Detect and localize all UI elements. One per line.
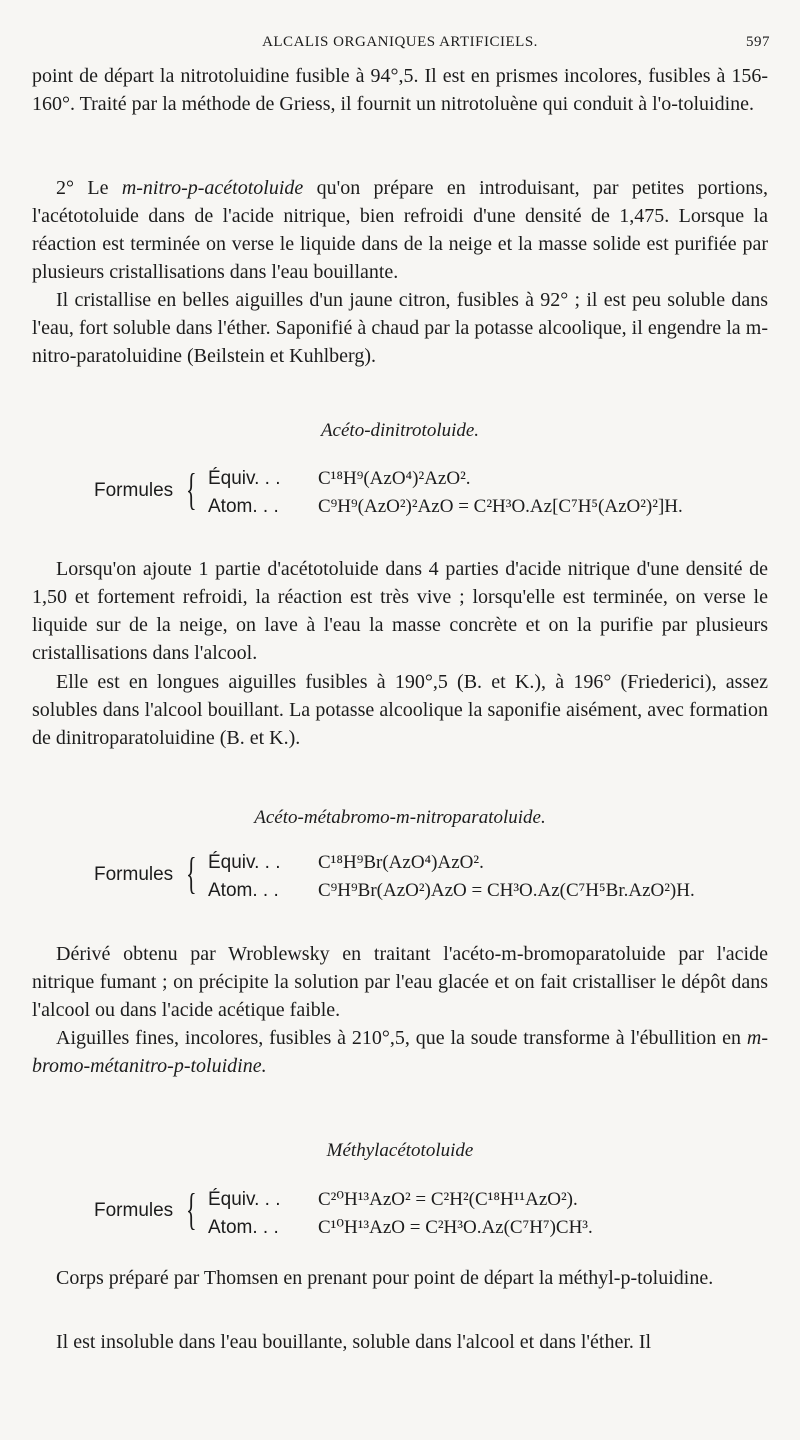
atom-formula: C¹⁰H¹³AzO = C²H³O.Az(C⁷H⁷)CH³.	[318, 1217, 593, 1238]
atom-row	[208, 496, 683, 518]
paragraph-3	[32, 286, 768, 370]
section-title-2: Acéto-métabromo-m-nitroparatoluide.	[254, 807, 546, 828]
running-title: ALCALIS ORGANIQUES ARTIFICIELS.	[262, 34, 538, 50]
atom-formula: C⁹H⁹Br(AzO²)AzO = CH³O.Az(C⁷H⁵Br.AzO²)H.	[318, 880, 695, 901]
paragraph-2-rest: qu'on prépare en introduisant, par petites portions, l'acétotoluide dans de l'acide nitrique, bien refroidi d'une densité de 1,475. Lorsque la réaction est terminée on verse le liquide dans de la neige et la masse solide est purifiée par plusieurs cristallisations dans l'eau bouillante.	[32, 177, 769, 283]
equiv-label: Équiv. . .	[208, 468, 281, 489]
paragraph-5	[32, 668, 768, 752]
atom-label: Atom. . .	[208, 880, 279, 901]
equiv-row	[208, 852, 484, 874]
paragraph-1-text: point de départ la nitrotoluidine fusible à 94°,5. Il est en prismes incolores, fusibles à 156-160°. Traité par la méthode de Griess, il fournit un nitrotoluène qui conduit à l'o-toluidine.	[32, 65, 768, 115]
brace-icon: {	[186, 849, 197, 898]
paragraph-8-text: Corps préparé par Thomsen en prenant pour point de départ la méthyl-p-toluidine.	[56, 1267, 714, 1289]
equiv-formula: C²⁰H¹³AzO² = C²H²(C¹⁸H¹¹AzO²).	[318, 1189, 578, 1210]
paragraph-2	[32, 174, 768, 286]
equiv-formula: C¹⁸H⁹(AzO⁴)²AzO².	[318, 468, 471, 489]
atom-formula: C⁹H⁹(AzO²)²AzO = C²H³O.Az[C⁷H⁵(AzO²)²]H.	[318, 496, 683, 517]
paragraph-9	[32, 1328, 768, 1356]
section-title-1: Acéto-dinitrotoluide.	[320, 420, 480, 441]
paragraph-7-lead: Aiguilles fines, incolores, fusibles à 210°,5, que la soude transforme à l'ébullition en	[56, 1027, 747, 1049]
atom-row	[208, 880, 695, 902]
atom-label: Atom. . .	[208, 1217, 279, 1238]
formulas-block-1	[94, 462, 784, 526]
product-name: m-bromo-métanitro-p-toluidine.	[32, 1027, 768, 1077]
atom-row	[208, 1216, 593, 1239]
paragraph-9-text: Il est insoluble dans l'eau bouillante, soluble dans l'alcool et dans l'éther. Il	[56, 1331, 652, 1353]
paragraph-4	[32, 555, 768, 667]
atom-label: Atom. . .	[208, 496, 279, 517]
formulas-label: Formules	[94, 864, 174, 885]
equiv-label: Équiv. . .	[208, 1189, 281, 1210]
equiv-row	[208, 1188, 578, 1211]
paragraph-4-text: Lorsqu'on ajoute 1 partie d'acétotoluide dans 4 parties d'acide nitrique d'une densité de 1,50 et fortement refroidi, la réaction est très vive ; lorsqu'elle est terminée, on verse le liquide sur de la neige, on lave à l'eau la masse concrète et on la purifie par plusieurs cristallisations dans l'alcool.	[32, 558, 768, 664]
paragraph-7-text	[32, 1024, 768, 1080]
formulas-label: Formules	[94, 1200, 174, 1221]
paragraph-2-text	[32, 174, 768, 286]
paragraph-3-text: Il cristallise en belles aiguilles d'un jaune citron, fusibles à 92° ; il est peu soluble dans l'eau, fort soluble dans l'éther. Saponifié à chaud par la potasse alcoolique, il engendre la m-nitro-paratoluidine (Beilstein et Kuhlberg).	[32, 289, 768, 367]
formulas-block-2	[94, 846, 784, 910]
page-header	[30, 30, 770, 56]
equiv-label: Équiv. . .	[208, 852, 281, 873]
paragraph-6-text: Dérivé obtenu par Wroblewsky en traitant l'acéto-m-bromoparatoluide par l'acide nitrique fumant ; on précipite la solution par l'eau glacée et on fait cristalliser le dépôt dans l'alcool ou dans l'acide acétique faible.	[32, 943, 768, 1021]
formulas-block-3	[94, 1182, 784, 1246]
equiv-row	[208, 468, 471, 490]
equiv-formula: C¹⁸H⁹Br(AzO⁴)AzO².	[318, 852, 484, 873]
paragraph-8	[32, 1264, 768, 1292]
brace-icon: {	[186, 465, 197, 514]
formulas-label: Formules	[94, 480, 174, 501]
brace-icon: {	[186, 1185, 197, 1234]
page-number: 597	[746, 34, 770, 50]
paragraph-7	[32, 1024, 768, 1080]
paragraph-5-text: Elle est en longues aiguilles fusibles à 190°,5 (B. et K.), à 196° (Friederici), assez solubles dans l'alcool bouillant. La potasse alcoolique la saponifie aisément, avec formation de dinitroparatoluidine (B. et K.).	[32, 671, 768, 749]
paragraph-1	[32, 62, 768, 118]
compound-name: m-nitro-p-acétotoluide	[121, 177, 304, 199]
paragraph-6	[32, 940, 768, 1024]
paragraph-2-lead: 2° Le	[56, 177, 122, 199]
section-title-3: Méthylacétotoluide	[326, 1140, 474, 1161]
